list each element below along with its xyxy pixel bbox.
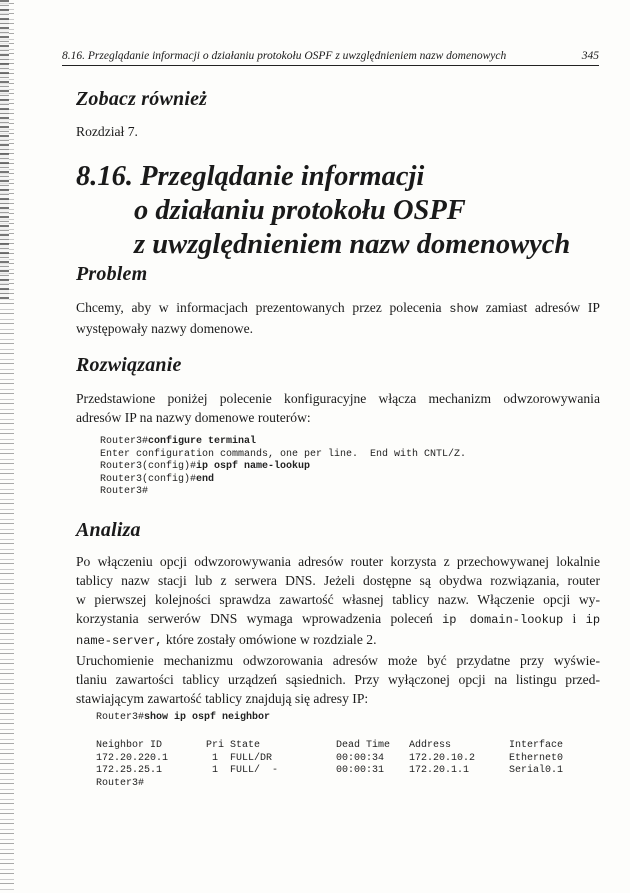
solution-heading: Rozwiązanie [76,354,182,376]
analysis-p2-line-3: stawiającym zawartość tablicy znajdują się adresy IP: [76,691,369,706]
chapter-title-line-3: z uwzględnieniem nazw domenowych [134,229,571,260]
problem-text-2: występowały nazwy domenowe. [76,321,254,336]
running-header [62,50,599,66]
problem-code-show: show [449,302,479,316]
table-header-row: Neighbor ID Pri State Dead Time Address Interface [96,740,564,751]
end-prompt: Router3# [96,777,145,789]
problem-text-1b: zamiast adresów IP [485,300,600,315]
table-row: 172.25.25.1 1 FULL/ - 00:00:31 172.20.1.1 Serial0.1 [96,765,564,777]
analysis-p2-line-2: tlaniu zawartości tablicy urządzeń sąsiednich. Przy wyłączonej opcji na listingu przed- [76,672,600,687]
page-number: 345 [581,50,599,62]
analysis-p1-line-5: name-server, które zostały omówione w rozdziale 2. [76,632,377,648]
problem-paragraph [76,298,600,338]
table-row: 172.20.220.1 1 FULL/DR 00:00:34 172.20.10.2 Ethernet0 [96,752,564,764]
chapter-title-line-2: o działaniu protokołu OSPF [134,195,466,226]
see-also-text: Rozdział 7. [76,124,138,139]
chapter-title [76,160,570,262]
running-title: 8.16. Przeglądanie informacji o działaniu protokołu OSPF z uwzględnieniem nazw domenowych [62,50,507,62]
analysis-paragraph-1 [76,552,600,651]
neighbor-table [96,740,599,790]
code-ip-domain-lookup: ip domain-lookup [442,613,564,627]
solution-paragraph [76,389,600,427]
show-command-line: Router3#show ip ospf neighbor [96,712,271,723]
code-ip: ip [585,613,601,627]
solution-text-2: adresów IP na nazwy domenowe routerów: [76,410,311,425]
code-name-server: name-server, [76,634,163,648]
analysis-p2-line-1: Uruchomienie mechanizmu odwzorowania adresów może być przydatne przy wyświe- [76,653,600,668]
analysis-p1-line-4: korzystania serwerów DNS wymaga wprowadzenia poleceń ip domain-lookup i ip [76,611,601,627]
code-line-1: Router3#configure terminal [100,436,257,447]
binding-edge-dark [0,0,9,300]
chapter-title-line-1: 8.16. Przeglądanie informacji [76,161,425,192]
code-line-3: Router3(config)#ip ospf name-lookup [100,461,311,473]
problem-heading: Problem [76,263,148,285]
solution-text-1: Przedstawione poniżej polecenie konfiguracyjne włącza mechanizm odwzorowywania [76,391,600,406]
code-line-2: Enter configuration commands, one per line. End with CNTL/Z. [100,448,467,460]
analysis-p1-line-1: Po włączeniu opcji odwzorowywania adresów router korzysta z przechowywanej lokalnie [76,554,600,569]
problem-text-1a: Chcemy, aby w informacjach prezentowanych przez polecenia [76,300,442,315]
analysis-p1-line-3: w pierwszej kolejności sprawdza zawartość własnej tablicy nazw. Włączenie opcji wy- [76,592,600,607]
see-also-heading: Zobacz również [76,88,208,110]
config-code-block [100,436,466,499]
analysis-p1-line-2: tablicy nazw stacji lub z serwera DNS. Jeżeli dostępne są obydwa rozwiązania, router [76,573,600,588]
code-line-4: Router3(config)#end [100,473,215,485]
code-line-5: Router3# [100,486,149,498]
analysis-paragraph-2 [76,651,600,708]
analysis-heading: Analiza [76,519,141,541]
